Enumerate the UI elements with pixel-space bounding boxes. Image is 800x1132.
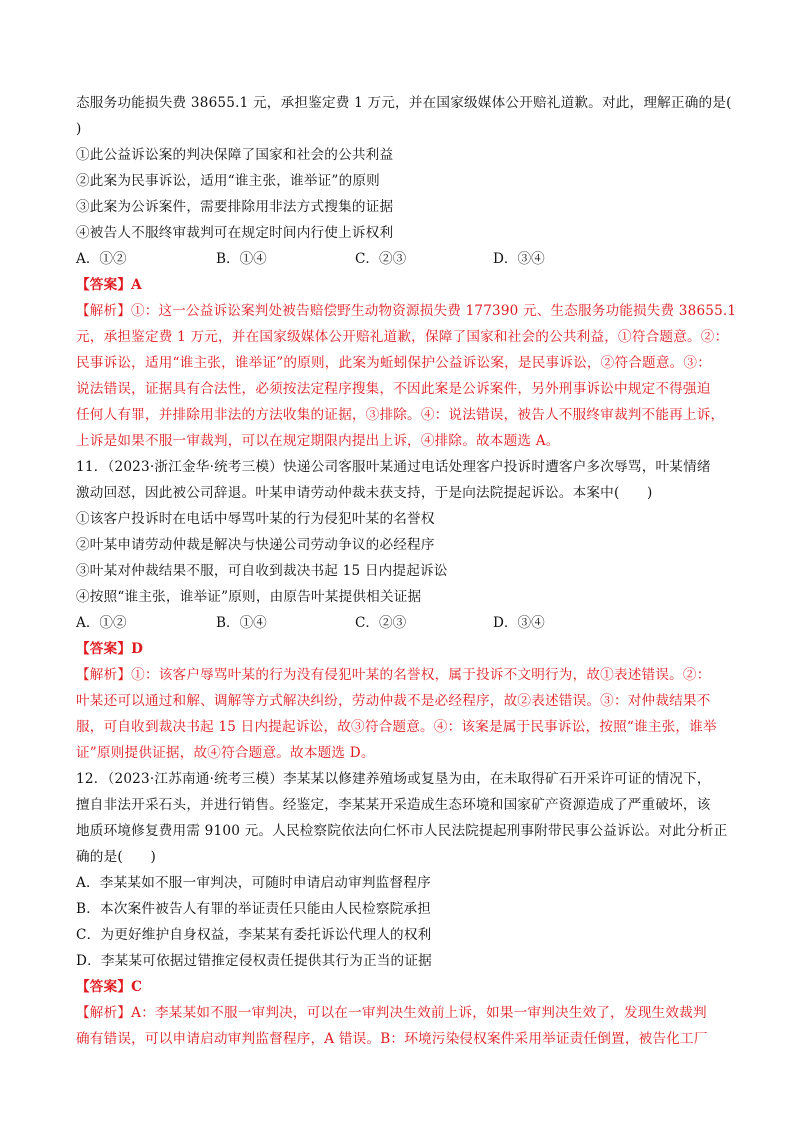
q11-stem-line: 11．（2023·浙江金华·统考三模）快递公司客服叶某通过电话处理客户投诉时遭客户多次辱骂，叶某情绪 xyxy=(76,459,711,475)
q11-analysis-line: 【解析】①：该客户辱骂叶某的行为没有侵犯叶某的名誉权，属于投诉不文明行为，故①表述错误。②： xyxy=(76,667,711,683)
q11-option-d: D．③④ xyxy=(493,615,545,631)
q10-options xyxy=(76,249,736,269)
q10-statement-1: ①此公益诉讼案的判决保障了国家和社会的公共利益 xyxy=(76,147,394,163)
q10-analysis-line: 上诉是如果不服一审裁判，可以在规定期限内提出上诉，④排除。故本题选 A。 xyxy=(76,433,560,449)
q12-option-b: B．本次案件被告人有罪的举证责任只能由人民检察院承担 xyxy=(76,901,432,917)
q11-analysis-line: 证”原则提供证据，故④符合题意。故本题选 D。 xyxy=(76,745,375,761)
q10-statement-4: ④被告人不服终审裁判可在规定时间内行使上诉权利 xyxy=(76,225,394,241)
q11-statement-3: ③叶某对仲裁结果不服，可自收到裁决书起 15 日内提起诉讼 xyxy=(76,563,448,579)
q10-analysis-line: 【解析】①：这一公益诉讼案判处被告赔偿野生动物资源损失费 177390 元、生态服务功能损失费 38655.1 xyxy=(76,303,737,319)
q12-stem-line: 地质环境修复费用需 9100 元。人民检察院依法向仁怀市人民法院提起刑事附带民事公益诉讼。对此分析正 xyxy=(76,823,728,839)
q11-statement-1: ①该客户投诉时在电话中辱骂叶某的行为侵犯叶某的名誉权 xyxy=(76,511,435,527)
q10-analysis-line: 说法错误，证据具有合法性，必须按法定程序搜集，不因此案是公诉案件，另外刑事诉讼中规定不得强迫 xyxy=(76,381,711,397)
q10-statement-3: ③此案为公诉案件，需要排除用非法方式搜集的证据 xyxy=(76,199,394,215)
q11-option-b: B．①④ xyxy=(216,615,267,631)
q12-analysis-line: 【解析】A：李某某如不服一审判决，可以在一审判决生效前上诉，如果一审判决生效了，发现生效裁判 xyxy=(76,1005,707,1021)
q12-option-d: D．李某某可依据过错推定侵权责任提供其行为正当的证据 xyxy=(76,953,432,969)
q10-answer: 【答案】A xyxy=(76,277,142,293)
q12-option-c: C．为更好维护自身权益，李某某有委托诉讼代理人的权利 xyxy=(76,927,432,943)
q11-options xyxy=(76,613,736,633)
q12-stem-line: 12．（2023·江苏南通·统考三模）李某某以修建养殖场或复垦为由，在未取得矿石开采许可证的情况下， xyxy=(76,771,711,787)
q11-answer: 【答案】D xyxy=(76,641,144,657)
q12-stem-line: 擅自非法开采石头，并进行销售。经鉴定，李某某开采造成生态环境和国家矿产资源造成了严重破坏，该 xyxy=(76,797,711,813)
q10-analysis-line: 元，承担鉴定费 1 万元，并在国家级媒体公开赔礼道歉，保障了国家和社会的公共利益，①符合题意。②： xyxy=(76,329,729,345)
q12-answer: 【答案】C xyxy=(76,979,143,995)
q12-stem-line: 确的是( ) xyxy=(76,849,156,865)
q11-statement-4: ④按照“谁主张，谁举证”原则，由原告叶某提供相关证据 xyxy=(76,589,422,605)
q10-statement-2: ②此案为民事诉讼，适用“谁主张，谁举证”的原则 xyxy=(76,173,380,189)
q12-analysis-line: 确有错误，可以申请启动审判监督程序，A 错误。B：环境污染侵权案件采用举证责任倒置，被告化工厂 xyxy=(76,1031,708,1047)
q11-option-a: A．①② xyxy=(76,615,127,631)
q10-option-c: C．②③ xyxy=(355,251,407,267)
q10-analysis-line: 任何人有罪，并排除用非法的方法收集的证据，③排除。④：说法错误，被告人不服终审裁判不能再上诉， xyxy=(76,407,725,423)
q12-option-a: A．李某某如不服一审判决，可随时申请启动审判监督程序 xyxy=(76,875,431,891)
q10-option-a: A．①② xyxy=(76,251,127,267)
q10-stem-close: ) xyxy=(76,121,82,137)
q11-analysis-line: 叶某还可以通过和解、调解等方式解决纠纷，劳动仲裁不是必经程序，故②表述错误。③：对仲裁结果不 xyxy=(76,693,711,709)
q10-option-b: B．①④ xyxy=(216,251,267,267)
q11-statement-2: ②叶某申请劳动仲裁是解决与快递公司劳动争议的必经程序 xyxy=(76,537,435,553)
q10-stem: 态服务功能损失费 38655.1 元，承担鉴定费 1 万元，并在国家级媒体公开赔礼道歉。对此，理解正确的是( xyxy=(76,95,732,111)
q11-analysis-line: 服，可自收到裁决书起 15 日内提起诉讼，故③符合题意。④：该案是属于民事诉讼，按照“谁主张，谁举 xyxy=(76,719,717,735)
q11-stem-line: 激动回怼，因此被公司辞退。叶某申请劳动仲裁未获支持，于是向法院提起诉讼。本案中( ) xyxy=(76,485,653,501)
q11-option-c: C．②③ xyxy=(355,615,407,631)
q10-option-d: D．③④ xyxy=(493,251,545,267)
q10-analysis-line: 民事诉讼，适用“谁主张，谁举证”的原则，此案为蚯蚓保护公益诉讼案，是民事诉讼，②符合题意。③： xyxy=(76,355,712,371)
